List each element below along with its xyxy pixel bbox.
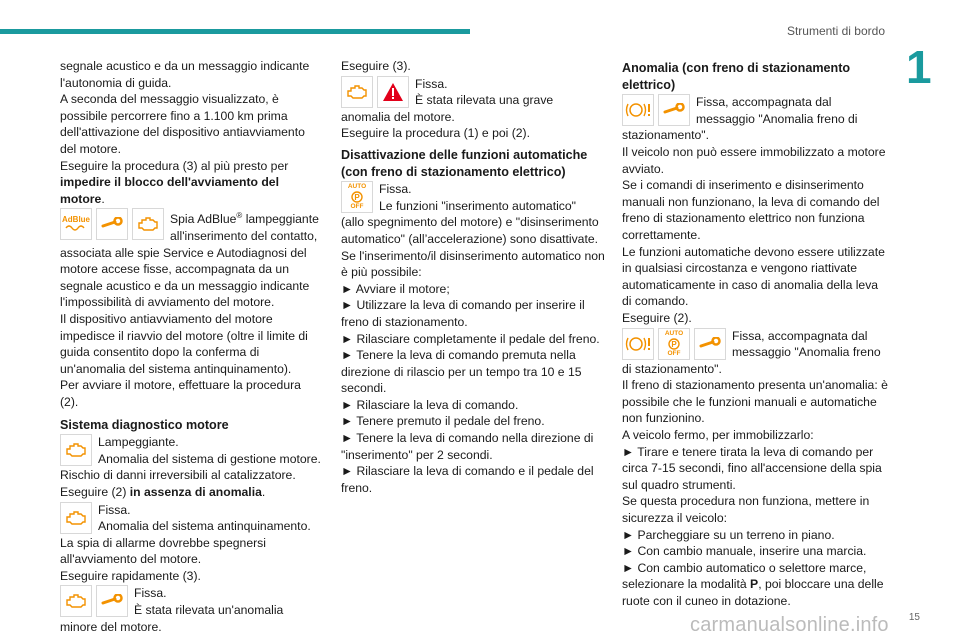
chapter-number: 1 [906,41,932,93]
paragraph: Se questa procedura non funziona, mettere in sicurezza il veicolo: [622,494,870,526]
paragraph: Per avviare il motore, effettuare la procedura (2). [60,378,301,409]
paragraph: Se i comandi di inserimento e disinserimento manuali non funzionano, la leva di comando del freno di stazionamento elettrico non funziona correttamente. [622,178,880,242]
description-text: È stata rilevata una grave [415,93,554,108]
parking-fault-row-2 [622,328,888,361]
status-text: Lampeggiante. [98,435,179,450]
severe-fault-row [341,76,606,109]
list-item: ► Rilasciare la leva di comando. [341,397,519,412]
paragraph: minore del motore. [60,619,162,634]
description-text: È stata rilevata un'anomalia [134,603,284,618]
service-wrench-icon [96,208,128,240]
list-item: ► Tirare e tenere tirata la leva di comando per circa 7-15 secondi, fino all'accensione della spia sul quadro strumenti. [622,444,882,492]
list-item: ► Con cambio automatico o selettore marce, selezionare la modalità P, poi bloccare una delle ruote con il cuneo in dotazione. [622,560,884,608]
parking-fault-row [622,94,888,127]
engine-icon [341,76,373,108]
paragraph: A seconda del messaggio visualizzato, è possibile percorrere fino a 1.100 km prima dell'attivazione del dispositivo antiavviamento del motore. [60,92,305,156]
auto-off-parking-icon: AUTO P OFF [341,181,373,213]
adblue-warning-row [60,208,322,244]
paragraph: Se l'inserimento/il disinserimento automatico non è più possibile: [341,248,605,280]
list-item: ► Rilasciare completamente il pedale del freno. [341,331,600,346]
adblue-icon: AdBlue [60,208,92,240]
engine-icon [60,585,92,617]
auto-off-parking-icon: AUTO P OFF [658,328,690,360]
engine-icon [132,208,164,240]
column-1 [60,58,322,635]
paragraph: Eseguire (3). [341,59,411,73]
svg-text:P: P [671,339,677,349]
column-3 [622,58,888,610]
paragraph: associata alle spie Service e Autodiagnosi del motore accese fisse, accompagnata da un segnale acustico e da un messaggio indicante l'impossibilità di avviamento del motore. [60,245,310,310]
list-item: ► Tenere la leva di comando premuta nella direzione di rilascio per un tempo tra 10 e 15 secondi. [341,348,582,396]
paragraph: La spia di allarme dovrebbe spegnersi all'avviamento del motore. [60,535,266,567]
diag-minor-row [60,585,322,618]
list-item: ► Avviare il motore; [341,281,450,296]
auto-off-row [341,181,606,214]
column-2 [341,58,606,496]
paragraph: Il veicolo non può essere immobilizzato a motore avviato. [622,144,886,176]
description-text: Fissa, accompagnata dal messaggio "Anomalia freno di [696,95,858,126]
paragraph: Eseguire la procedura (1) e poi (2). [341,126,531,141]
page-number: 15 [908,612,920,623]
paragraph: Le funzioni automatiche devono essere utilizzate in qualsiasi circostanza e vengono riattivate automaticamente in caso di anomalia della leva di comando. [622,244,885,309]
paragraph: Il dispositivo antiavviamento del motore impedisce il riavvio del motore (oltre il limite di guida consentito dopo la conferma di un'anomalia del sistema antinquinamento). [60,311,308,376]
list-item: ► Parcheggiare su un terreno in piano. [622,527,835,542]
status-text: Fissa. [134,586,167,601]
paragraph: segnale acustico e da un messaggio indicante l'autonomia di guida. [60,59,310,90]
list-item: ► Tenere la leva di comando nella direzione di "inserimento" per 2 secondi. [341,431,594,462]
diag-blinking-row [60,434,322,467]
paragraph: Eseguire (2) in assenza di anomalia. [60,484,266,499]
engine-icon [60,502,92,534]
service-wrench-icon [658,94,690,126]
header-accent-bar [0,29,470,34]
service-wrench-icon [96,585,128,617]
status-text: Fissa. [98,502,131,517]
paragraph: stazionamento". [622,128,709,143]
heading-auto-functions: Disattivazione delle funzioni automatiche (con freno di stazionamento elettrico) [341,147,588,179]
paragraph: A veicolo fermo, per immobilizzarlo: [622,428,814,443]
description-text: Anomalia del sistema antinquinamento. [98,519,311,534]
status-text: Fissa. [415,76,448,91]
list-item: ► Utilizzare la leva di comando per inserire il freno di stazionamento. [341,298,585,329]
description-text: Le funzioni "inserimento automatico" [379,198,576,213]
list-item: ► Con cambio manuale, inserire una marcia. [622,544,867,559]
engine-icon [60,434,92,466]
service-wrench-icon [694,328,726,360]
status-text: Fissa. [379,182,412,197]
paragraph: Rischio di danni irreversibili al catalizzatore. [60,468,296,483]
section-title: Strumenti di bordo [786,24,885,38]
paragraph: (allo spegnimento del motore) e "disinserimento automatico" (all’accelerazione) sono disattivate. [341,215,599,246]
description-text: Fissa, accompagnata dal messaggio "Anomalia freno [732,328,881,360]
heading-diagnostic: Sistema diagnostico motore [60,417,229,432]
paragraph: Il freno di stazionamento presenta un'anomalia: è possibile che le funzioni manuali e automatiche non funzionino. [622,378,888,426]
svg-text:P: P [354,193,360,203]
paragraph: Eseguire la procedura (3) al più presto per impedire il blocco dell'avviamento del motore. [60,158,289,206]
warning-triangle-icon [377,76,409,108]
paragraph: di stazionamento". [622,361,722,376]
list-item: ► Tenere premuto il pedale del freno. [341,414,545,429]
watermark: carmanualsonline.info [690,614,889,636]
description-text: Anomalia del sistema di gestione motore. [98,451,321,466]
parking-brake-fault-icon [622,328,654,360]
paragraph: Eseguire rapidamente (3). [60,568,201,583]
paragraph: anomalia del motore. [341,109,455,124]
diag-fixed-row [60,502,322,535]
adblue-description: Spia AdBlue® lampeggiante all'inserimento del contatto, [170,211,319,243]
heading-parking-fault: Anomalia (con freno di stazionamento elettrico) [622,61,851,92]
paragraph: Eseguire (2). [622,310,692,325]
list-item: ► Rilasciare la leva di comando e il pedale del freno. [341,464,594,495]
parking-brake-fault-icon [622,94,654,126]
